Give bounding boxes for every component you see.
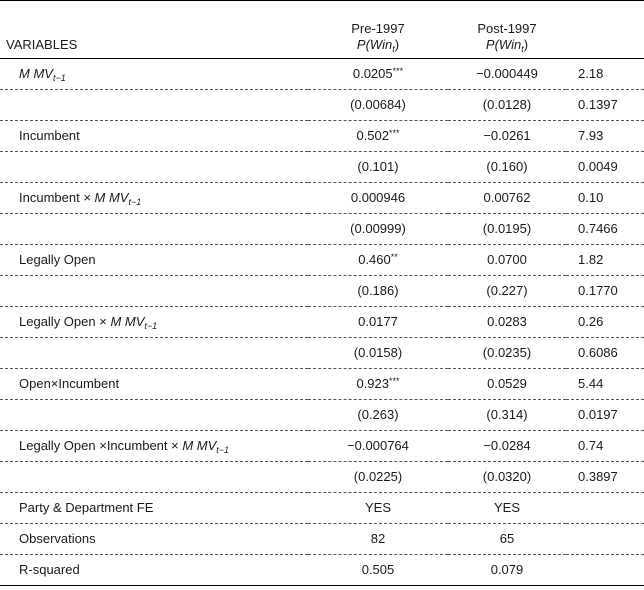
row-label-prefix: Legally Open ×: [19, 314, 111, 329]
test-statistic: 0.1397: [566, 90, 644, 121]
table-body: [0, 59, 644, 586]
table-row: [0, 121, 644, 152]
row-label-variable: M MV: [110, 314, 145, 329]
pre-1997-value: 0.000946: [308, 183, 448, 214]
row-label: [0, 369, 308, 400]
post-1997-value: (0.0128): [448, 90, 566, 121]
table-row: [0, 369, 644, 400]
row-label-variable: M MV: [94, 190, 129, 205]
post-1997-value: (0.227): [448, 276, 566, 307]
pre-1997-value: 0.505: [308, 555, 448, 586]
table-row: [0, 90, 644, 121]
table-row: [0, 152, 644, 183]
test-statistic: 0.1770: [566, 276, 644, 307]
post-1997-value: −0.000449: [448, 59, 566, 90]
row-label: [0, 276, 308, 307]
post-1997-subtitle: [448, 37, 566, 53]
table-row: [0, 431, 644, 462]
post-1997-value: YES: [448, 493, 566, 524]
pre-sub-index: t: [392, 44, 395, 54]
post-1997-value: 0.0529: [448, 369, 566, 400]
test-statistic: 0.6086: [566, 338, 644, 369]
row-label: [0, 245, 308, 276]
table-row: [0, 462, 644, 493]
row-label-text: Observations: [19, 531, 96, 546]
post-1997-value: (0.160): [448, 152, 566, 183]
significance-stars: ***: [392, 66, 404, 76]
test-statistic: 7.93: [566, 121, 644, 152]
row-label: [0, 183, 308, 214]
table-row: [0, 276, 644, 307]
row-label-variable: M MV: [182, 438, 217, 453]
table-row: [0, 245, 644, 276]
post-1997-value: (0.314): [448, 400, 566, 431]
pre-1997-value: YES: [308, 493, 448, 524]
pre-1997-value: (0.101): [308, 152, 448, 183]
pre-1997-subtitle: [308, 37, 448, 53]
post-1997-value: −0.0284: [448, 431, 566, 462]
row-label: [0, 121, 308, 152]
row-label: [0, 338, 308, 369]
significance-stars: ***: [389, 128, 400, 138]
pre-1997-title: Pre-1997: [351, 21, 405, 36]
pre-1997-header: [308, 1, 448, 59]
test-statistic: 0.10: [566, 183, 644, 214]
pre-1997-value: (0.0225): [308, 462, 448, 493]
row-label-text: Open×Incumbent: [19, 376, 120, 391]
post-1997-value: (0.0235): [448, 338, 566, 369]
post-1997-value: 0.00762: [448, 183, 566, 214]
post-1997-value: (0.0195): [448, 214, 566, 245]
pre-1997-value: 0.0177: [308, 307, 448, 338]
pre-1997-value: (0.186): [308, 276, 448, 307]
table-header: [0, 1, 644, 59]
post-1997-value: 65: [448, 524, 566, 555]
row-label-text: Legally Open: [19, 252, 96, 267]
row-label-variable: M MV: [19, 66, 53, 81]
row-label: [0, 59, 308, 90]
row-label: [0, 462, 308, 493]
post-1997-value: −0.0261: [448, 121, 566, 152]
test-statistic: 2.18: [566, 59, 644, 90]
table-row: [0, 555, 644, 586]
test-statistic: 0.3897: [566, 462, 644, 493]
table-row: [0, 493, 644, 524]
pre-1997-value: 0.460**: [308, 245, 448, 276]
test-statistic: 0.0049: [566, 152, 644, 183]
test-statistic: 0.26: [566, 307, 644, 338]
row-label-text: Incumbent: [19, 128, 80, 143]
post-1997-value: 0.0283: [448, 307, 566, 338]
variables-header: VARIABLES: [0, 1, 308, 59]
table-row: [0, 214, 644, 245]
test-statistic: 0.7466: [566, 214, 644, 245]
table-row: [0, 400, 644, 431]
table-row: [0, 524, 644, 555]
table-row: [0, 338, 644, 369]
row-label: [0, 524, 308, 555]
post-sub-main: P(Win: [485, 37, 522, 52]
post-1997-header: [448, 1, 566, 59]
row-label-subscript: t−1: [144, 321, 158, 331]
row-label: [0, 307, 308, 338]
post-1997-value: 0.079: [448, 555, 566, 586]
row-label-subscript: t−1: [216, 445, 230, 455]
post-1997-title: Post-1997: [477, 21, 537, 36]
stat-header: [566, 1, 644, 59]
row-label: [0, 431, 308, 462]
row-label: [0, 152, 308, 183]
header-row: [0, 1, 644, 59]
significance-stars: ***: [389, 376, 400, 386]
post-sub-close: ): [523, 37, 529, 52]
row-label-text: R-squared: [19, 562, 80, 577]
row-label-prefix: Incumbent ×: [19, 190, 95, 205]
pre-1997-value: (0.263): [308, 400, 448, 431]
row-label: [0, 400, 308, 431]
row-label: [0, 90, 308, 121]
row-label-prefix: Legally Open ×Incumbent ×: [19, 438, 183, 453]
pre-1997-value: (0.00684): [308, 90, 448, 121]
table-row: [0, 307, 644, 338]
row-label-text: Party & Department FE: [19, 500, 154, 515]
post-1997-value: (0.0320): [448, 462, 566, 493]
test-statistic: [566, 524, 644, 555]
significance-stars: **: [390, 252, 398, 262]
test-statistic: 1.82: [566, 245, 644, 276]
pre-1997-value: 0.502***: [308, 121, 448, 152]
row-label: [0, 555, 308, 586]
pre-1997-value: 0.0205***: [308, 59, 448, 90]
row-label: [0, 493, 308, 524]
row-label-subscript: t−1: [128, 197, 142, 207]
pre-1997-value: (0.00999): [308, 214, 448, 245]
test-statistic: [566, 555, 644, 586]
row-label: [0, 214, 308, 245]
pre-1997-value: 0.923***: [308, 369, 448, 400]
row-label-subscript: t−1: [52, 73, 66, 83]
pre-sub-close: ): [394, 37, 400, 52]
test-statistic: 0.74: [566, 431, 644, 462]
test-statistic: 0.0197: [566, 400, 644, 431]
post-1997-value: 0.0700: [448, 245, 566, 276]
table-row: [0, 183, 644, 214]
test-statistic: [566, 493, 644, 524]
post-sub-index: t: [521, 44, 524, 54]
pre-1997-value: −0.000764: [308, 431, 448, 462]
pre-sub-main: P(Win: [356, 37, 393, 52]
pre-1997-value: 82: [308, 524, 448, 555]
test-statistic: 5.44: [566, 369, 644, 400]
table-row: [0, 59, 644, 90]
pre-1997-value: (0.0158): [308, 338, 448, 369]
